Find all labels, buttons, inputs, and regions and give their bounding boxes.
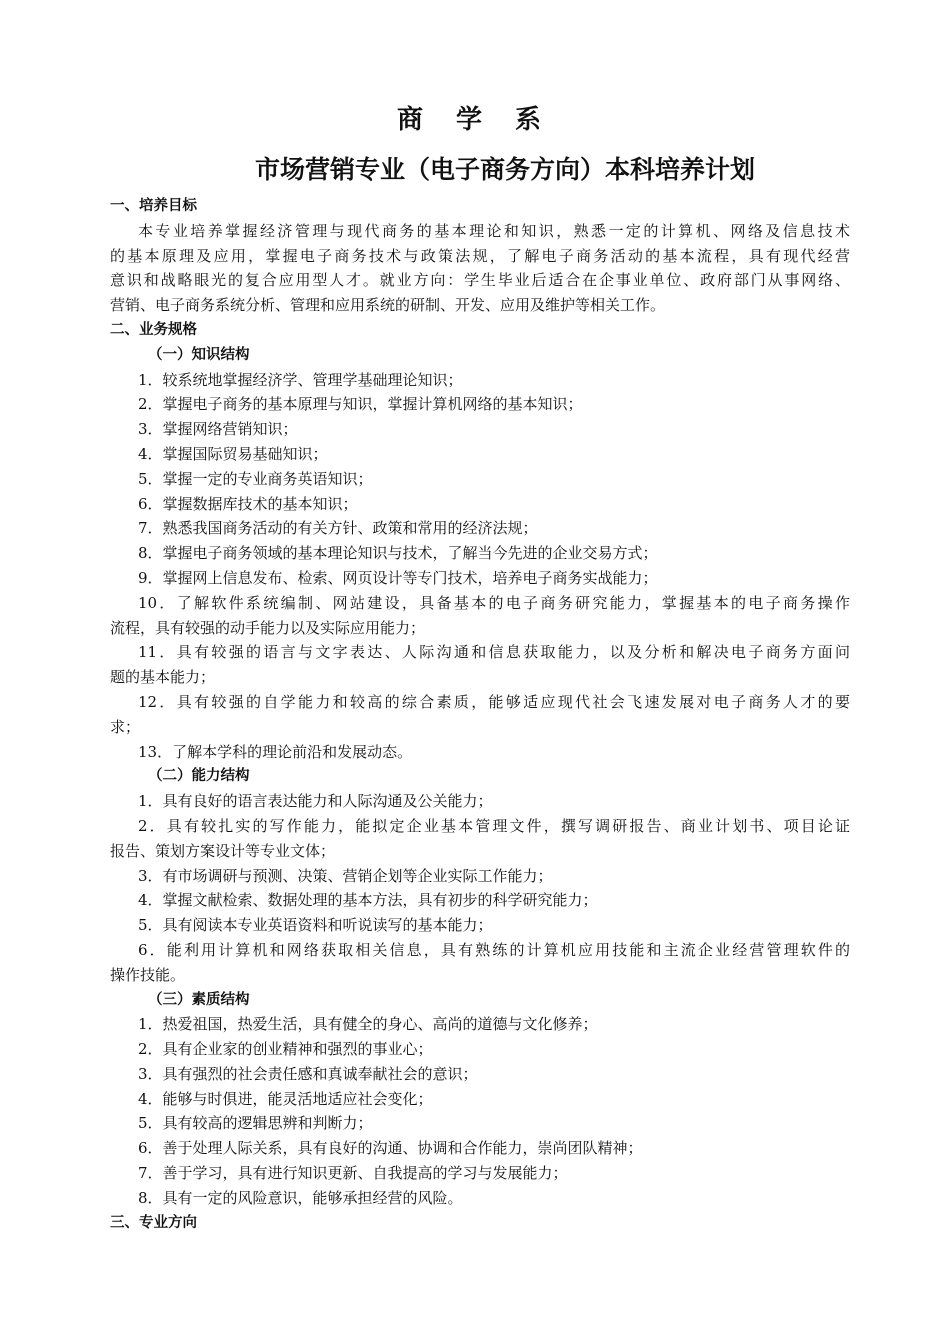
list-item: 5．掌握一定的专业商务英语知识； [138,469,373,488]
list-item: 5．具有较高的逻辑思辨和判断力； [138,1114,373,1133]
paragraph-line: 意识和战略眼光的复合应用型人才。就业方向：学生毕业后适合在企事业单位、政府部门从事网络、 [110,271,850,290]
subsection-heading-ability: （二）能力结构 [148,768,250,785]
list-item-continuation: 流程，具有较强的动手能力以及实际应用能力； [110,618,426,637]
list-item: 9．掌握网上信息发布、检索、网页设计等专门技术，培养电子商务实战能力； [138,568,658,587]
list-item: 3．掌握网络营销知识； [138,420,298,439]
subsection-heading-quality: （三）素质结构 [148,991,250,1008]
list-item: 8．掌握电子商务领域的基本理论知识与技术，了解当今先进的企业交易方式； [138,544,658,563]
list-item: 6．善于处理人际关系，具有良好的沟通、协调和合作能力，崇尚团队精神； [138,1139,643,1158]
list-item: 4．掌握文献检索、数据处理的基本方法，具有初步的科学研究能力； [138,891,598,910]
section-heading-specs: 二、业务规格 [110,321,197,338]
list-item: 6．能利用计算机和网络获取相关信息，具有熟练的计算机应用技能和主流企业经营管理软件的 [138,940,850,959]
list-item: 3．有市场调研与预测、决策、营销企划等企业实际工作能力； [138,866,553,885]
list-item: 4．掌握国际贸易基础知识； [138,444,328,463]
document-title: 市场营销专业（电子商务方向）本科培养计划 [254,155,755,184]
list-item: 8．具有一定的风险意识，能够承担经营的风险。 [138,1188,463,1207]
section-heading-goals: 一、培养目标 [110,198,197,214]
paragraph-line: 营销、电子商务系统分析、管理和应用系统的研制、开发、应用及维护等相关工作。 [110,296,666,315]
subsection-heading-knowledge: （一）知识结构 [148,346,250,363]
list-item-continuation: 题的基本能力； [110,668,216,687]
list-item: 11．具有较强的语言与文字表达、人际沟通和信息获取能力，以及分析和解决电子商务方面问 [138,643,850,662]
list-item: 1．具有良好的语言表达能力和人际沟通及公关能力； [138,792,493,811]
list-item: 5．具有阅读本专业英语资料和听说读写的基本能力； [138,916,493,935]
section-heading-direction: 三、专业方向 [110,1214,197,1231]
list-item: 2．具有较扎实的写作能力，能拟定企业基本管理文件，撰写调研报告、商业计划书、项目论证 [138,816,850,835]
list-item: 6．掌握数据库技术的基本知识； [138,494,358,513]
list-item-continuation: 报告、策划方案设计等专业文体； [110,841,336,860]
list-item: 1．热爱祖国，热爱生活，具有健全的身心、高尚的道德与文化修养； [138,1015,598,1034]
list-item: 2．掌握电子商务的基本原理与知识，掌握计算机网络的基本知识； [138,395,583,414]
list-item: 7．善于学习，具有进行知识更新、自我提高的学习与发展能力； [138,1164,568,1183]
list-item: 13．了解本学科的理论前沿和发展动态。 [138,742,413,761]
list-item-continuation: 操作技能。 [110,965,186,984]
list-item: 4．能够与时俱进，能灵活地适应社会变化； [138,1089,433,1108]
paragraph-line: 本专业培养掌握经济管理与现代商务的基本理论和知识，熟悉一定的计算机、网络及信息技术 [138,221,850,240]
list-item: 1．较系统地掌握经济学、管理学基础理论知识； [138,370,463,389]
paragraph-line: 的基本原理及应用，掌握电子商务技术与政策法规，了解电子商务活动的基本流程，具有现代经营 [110,246,850,265]
list-item: 2．具有企业家的创业精神和强烈的事业心； [138,1040,433,1059]
list-item: 10．了解软件系统编制、网站建设，具备基本的电子商务研究能力，掌握基本的电子商务操作 [138,593,850,612]
list-item: 12．具有较强的自学能力和较高的综合素质，能够适应现代社会飞速发展对电子商务人才的要 [138,692,850,711]
document-body [110,194,850,1235]
list-item: 7．熟悉我国商务活动的有关方针、政策和常用的经济法规； [138,519,538,538]
department-title: 商 学 系 [396,105,554,135]
list-item: 3．具有强烈的社会责任感和真诚奉献社会的意识； [138,1064,478,1083]
list-item-continuation: 求； [110,717,141,736]
